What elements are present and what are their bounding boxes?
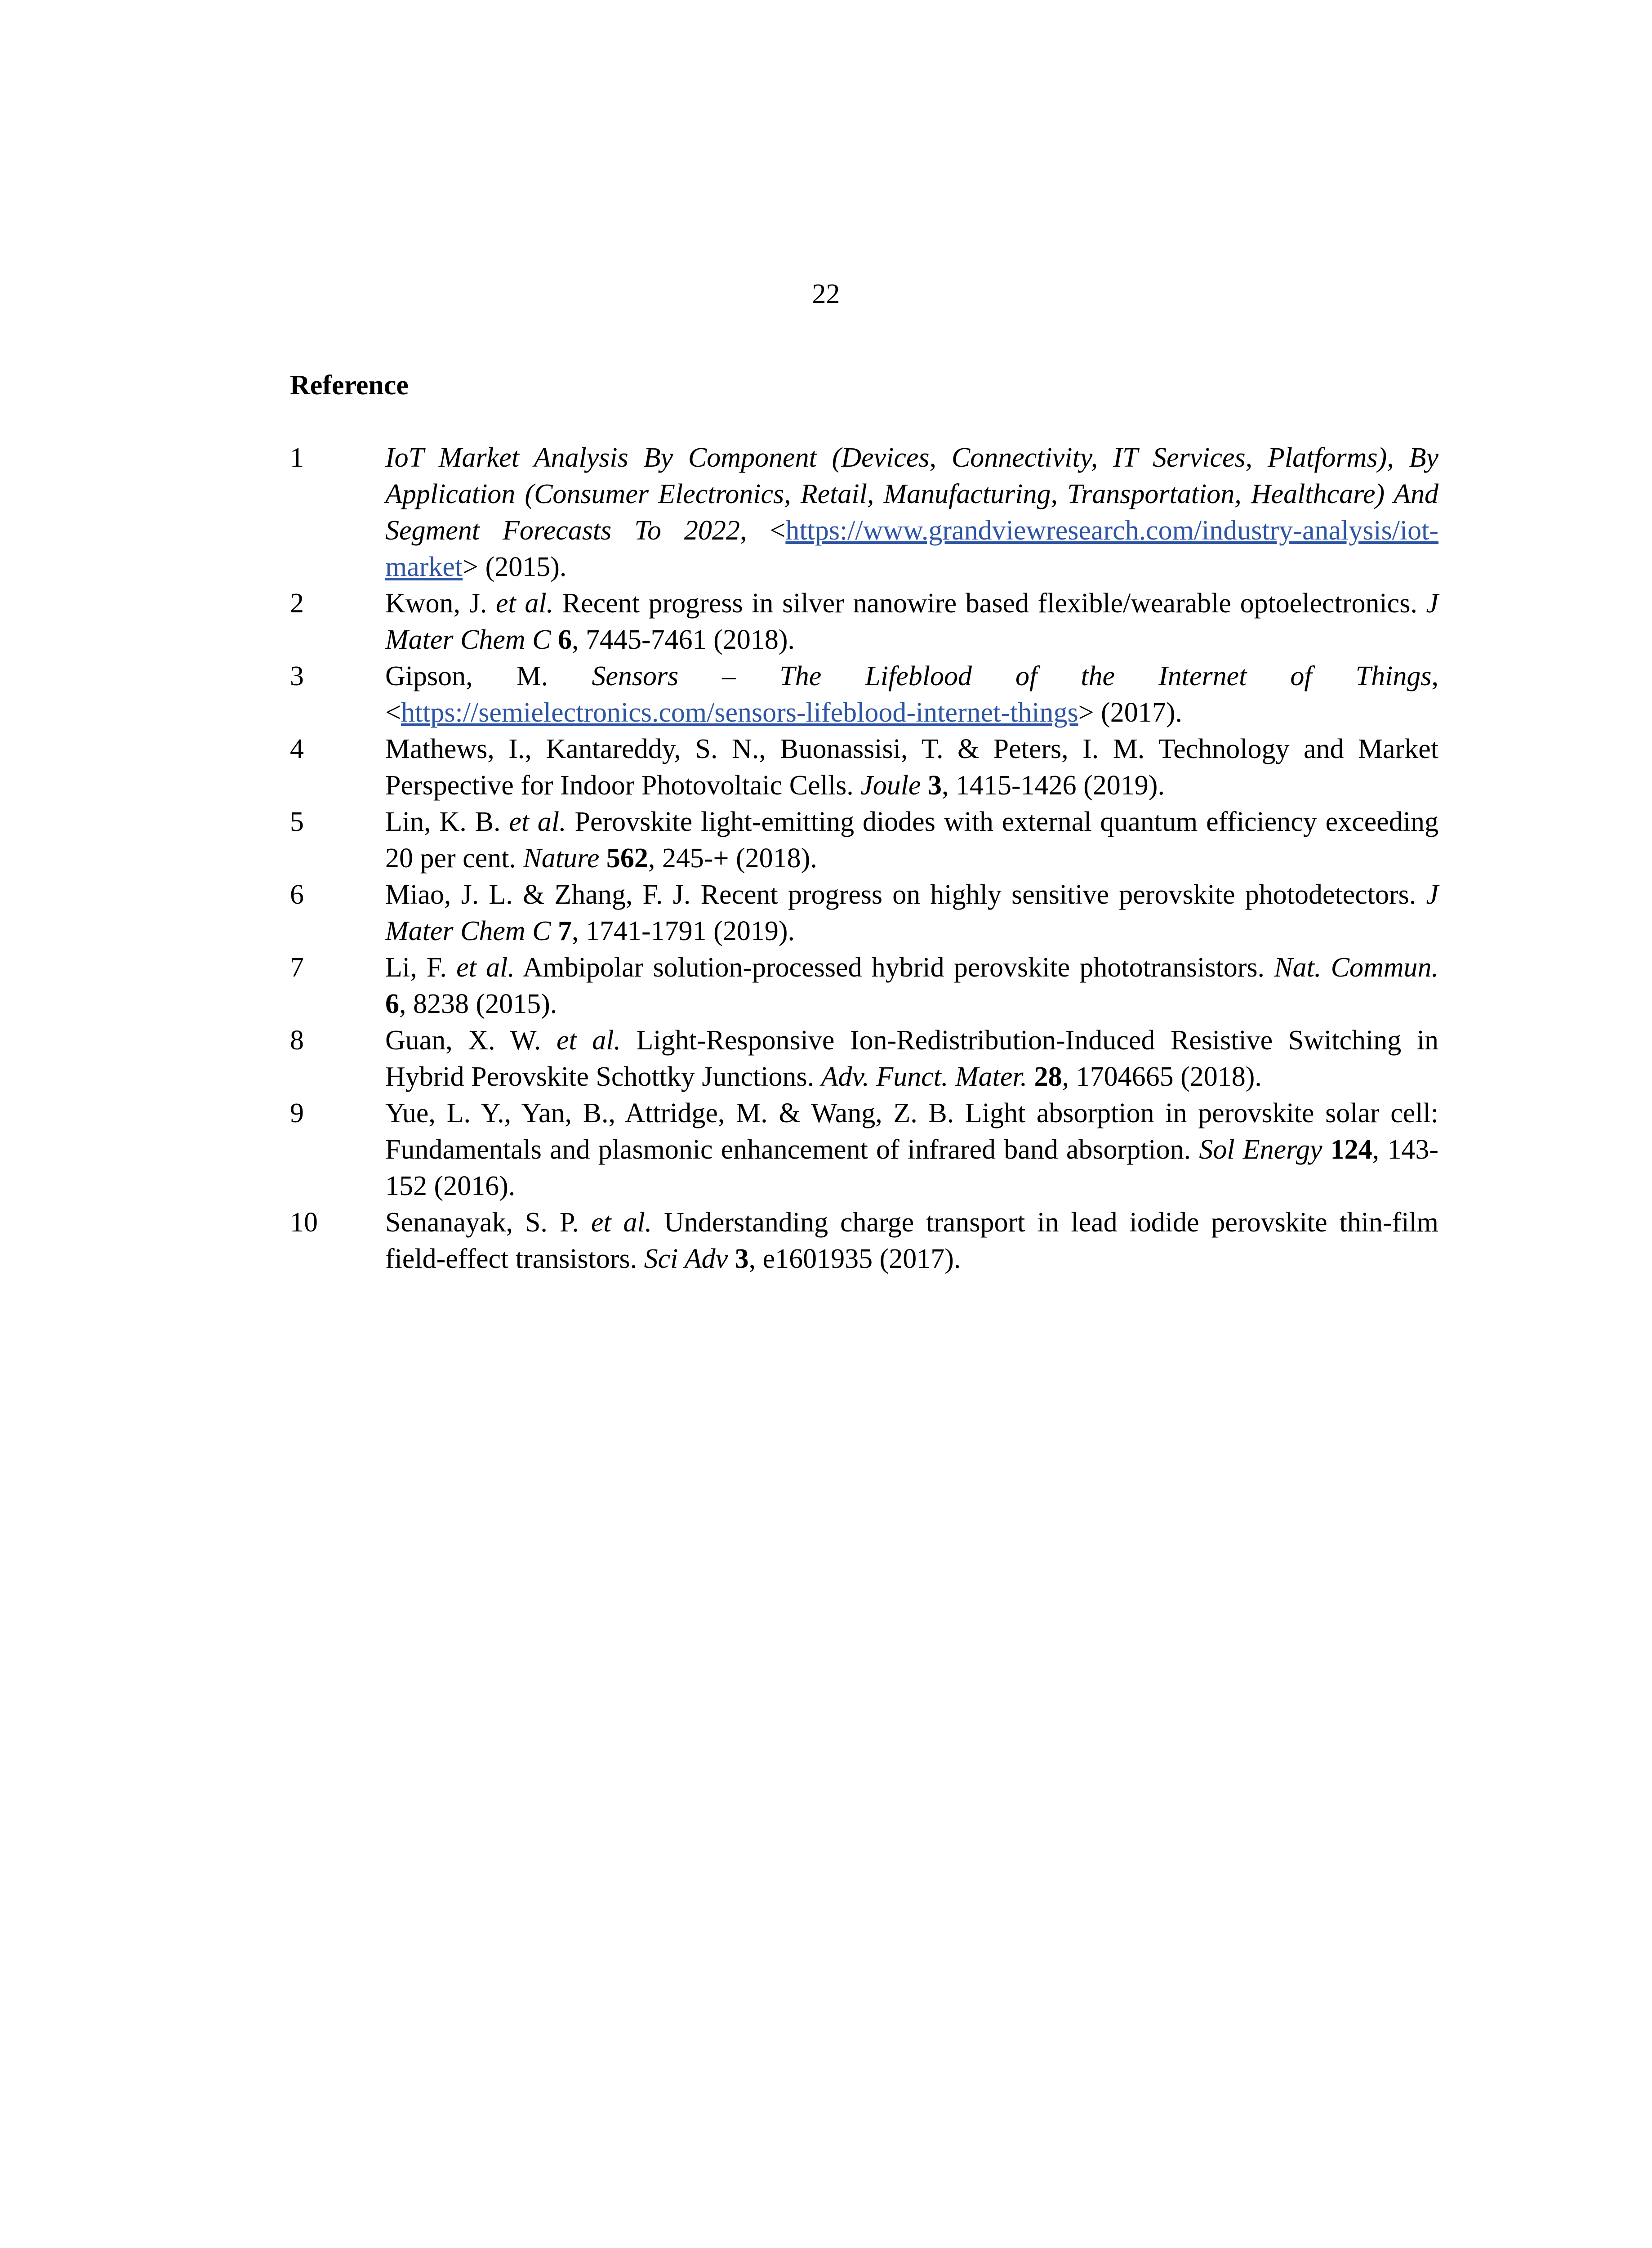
italic-text: et al.: [509, 807, 566, 837]
plain-text: Guan, X. W.: [385, 1025, 557, 1056]
bold-text: 124: [1330, 1134, 1372, 1165]
plain-text: Mathews, I., Kantareddy, S. N., Buonassisi, T. & Peters, I. M. Technology and Market Perspective for Indoor Photovoltaic Cells.: [385, 734, 1438, 801]
bold-text: 3: [735, 1244, 749, 1274]
reference-text: [385, 734, 1438, 801]
reference-text: [385, 1025, 1438, 1092]
italic-text: Joule: [860, 770, 921, 801]
plain-text: > (2015).: [463, 552, 567, 582]
plain-text: , <: [739, 515, 786, 546]
plain-text: [1027, 1062, 1034, 1092]
reference-number: 2: [290, 588, 304, 619]
reference-text: [385, 807, 1438, 874]
plain-text: , 143-152 (2016).: [385, 1134, 1439, 1201]
italic-text: J Mater Chem C: [385, 879, 1438, 946]
bold-text: 6: [558, 624, 572, 655]
italic-text: Sensors – The Lifeblood of the Internet of Things: [592, 661, 1432, 691]
plain-text: > (2017).: [1078, 697, 1182, 728]
reference-item: [290, 1022, 1438, 1095]
plain-text: [921, 770, 928, 801]
plain-text: Ambipolar solution-processed hybrid perovskite phototransistors.: [514, 952, 1274, 983]
bold-text: 28: [1034, 1062, 1062, 1092]
plain-text: Senanayak, S. P.: [385, 1207, 591, 1238]
plain-text: [728, 1244, 735, 1274]
italic-text: Nature: [523, 843, 600, 874]
reference-text: [385, 661, 1438, 728]
plain-text: , 8238 (2015).: [399, 989, 557, 1019]
reference-text: [385, 1207, 1438, 1274]
plain-text: Understanding charge transport in lead iodide perovskite thin-film field-effect transistors.: [385, 1207, 1438, 1274]
reference-list: [290, 440, 1438, 1277]
plain-text: , <: [385, 661, 1438, 728]
reference-text: [385, 1098, 1438, 1201]
italic-text: J Mater Chem C: [385, 588, 1438, 655]
reference-item: [290, 585, 1438, 658]
italic-text: et al.: [456, 952, 515, 983]
plain-text: , 245-+ (2018).: [648, 843, 817, 874]
italic-text: et al.: [556, 1025, 621, 1056]
plain-text: Perovskite light-emitting diodes with external quantum efficiency exceeding 20 per cent.: [385, 807, 1438, 874]
italic-text: et al.: [591, 1207, 652, 1238]
reference-text: [385, 588, 1438, 655]
plain-text: , 1415-1426 (2019).: [942, 770, 1165, 801]
plain-text: Gipson, M.: [385, 661, 592, 691]
plain-text: Light-Responsive Ion-Redistribution-Induced Resistive Switching in Hybrid Perovskite Schottky Junctions.: [385, 1025, 1438, 1092]
reference-number: 6: [290, 879, 304, 910]
plain-text: , 1704665 (2018).: [1062, 1062, 1262, 1092]
reference-number: 4: [290, 734, 304, 764]
reference-text: [385, 952, 1438, 1019]
plain-text: [599, 843, 606, 874]
italic-text: Sci Adv: [644, 1244, 728, 1274]
reference-item: [290, 1204, 1438, 1277]
reference-link[interactable]: https://semielectronics.com/sensors-lifeblood-internet-things: [401, 697, 1078, 728]
plain-text: , 1741-1791 (2019).: [572, 916, 795, 946]
reference-number: 7: [290, 952, 304, 983]
reference-number: 10: [290, 1207, 318, 1238]
reference-item: [290, 804, 1438, 877]
reference-number: 5: [290, 807, 304, 837]
reference-item: [290, 731, 1438, 804]
reference-number: 9: [290, 1098, 304, 1128]
plain-text: Lin, K. B.: [385, 807, 509, 837]
reference-item: [290, 440, 1438, 585]
section-title: Reference: [290, 370, 409, 401]
bold-text: 7: [558, 916, 572, 946]
plain-text: Li, F.: [385, 952, 457, 983]
page-number: 22: [812, 279, 840, 309]
reference-text: [385, 879, 1438, 946]
italic-text: Adv. Funct. Mater.: [821, 1062, 1028, 1092]
italic-text: et al.: [495, 588, 554, 619]
reference-link[interactable]: https://www.grandviewresearch.com/industry-analysis/iot-market: [385, 515, 1439, 582]
reference-number: 3: [290, 661, 304, 691]
bold-text: 3: [928, 770, 942, 801]
reference-number: 8: [290, 1025, 304, 1056]
bold-text: 562: [606, 843, 648, 874]
italic-text: IoT Market Analysis By Component (Devices, Connectivity, IT Services, Platforms), By Application (Consumer Electronics, Retail, Manufacturing, Transportation, Healthcare) And Segment Forecasts To 2022: [385, 442, 1438, 546]
reference-text: [385, 442, 1438, 582]
reference-item: [290, 950, 1438, 1022]
plain-text: Yue, L. Y., Yan, B., Attridge, M. & Wang, Z. B. Light absorption in perovskite solar cell: Fundamentals and plasmonic enhancement of infrared band absorption.: [385, 1098, 1438, 1165]
plain-text: , e1601935 (2017).: [748, 1244, 961, 1274]
plain-text: [1322, 1134, 1330, 1165]
plain-text: Miao, J. L. & Zhang, F. J. Recent progress on highly sensitive perovskite photodetectors.: [385, 879, 1426, 910]
plain-text: Recent progress in silver nanowire based flexible/wearable optoelectronics.: [553, 588, 1426, 619]
reference-item: [290, 877, 1438, 950]
plain-text: , 7445-7461 (2018).: [572, 624, 795, 655]
italic-text: Sol Energy: [1199, 1134, 1322, 1165]
reference-item: [290, 658, 1438, 731]
plain-text: Kwon, J.: [385, 588, 496, 619]
reference-number: 1: [290, 442, 304, 473]
plain-text: [551, 916, 558, 946]
bold-text: 6: [385, 989, 399, 1019]
reference-item: [290, 1095, 1438, 1204]
italic-text: Nat. Commun.: [1274, 952, 1438, 983]
plain-text: [551, 624, 558, 655]
